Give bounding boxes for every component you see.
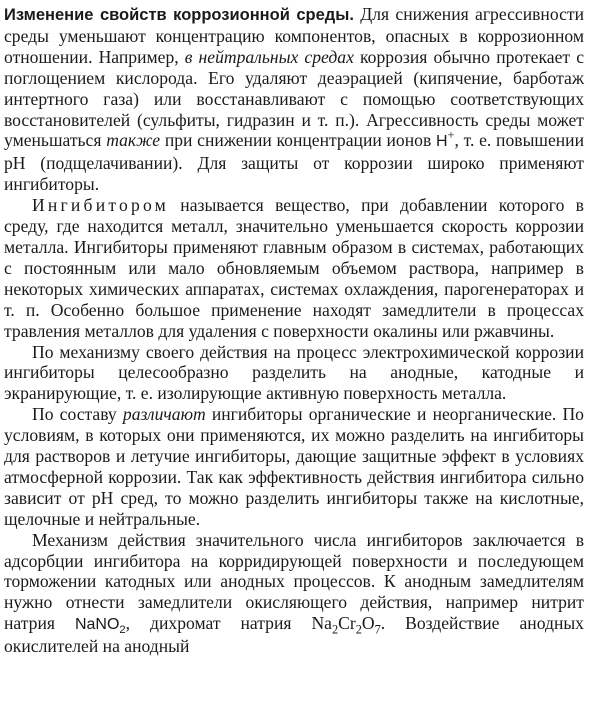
text-run: По механизму своего действия на процесс электрохимической коррозии ингибиторы целесообразно разделить на анодные, катодные и экранирующие, т. е. изолирующие активную поверхность металла. <box>4 341 584 404</box>
text-run: . Воздействие анодных окислителей на анодный <box>4 613 584 657</box>
formula-part: Cr <box>338 613 356 634</box>
formula-part: O <box>361 613 375 634</box>
text-run: Для снижения агрессивности среды уменьшают концентрацию компонентов, опасных в коррозионном отношении. Например, <box>4 4 584 67</box>
formula-part: NaNO <box>74 616 120 634</box>
formula-subscript: 7 <box>374 622 381 637</box>
ion-charge: + <box>447 128 455 143</box>
section-heading: Изменение свойств коррозионной среды. <box>4 6 354 24</box>
text-run: коррозия обычно протекает с поглощением кислорода. Его удаляют деаэрацией (кипячение, барботаж интертного газа) или восстанавливают с помощью соответствующих восстановителей (сульфиты, гидразин и т. п.). Агрессивность среды может уменьшаться <box>4 46 584 151</box>
text-run: называется вещество, при добавлении которого в среду, где находится металл, значительно уменьшается скорость коррозии металла. Ингибиторы применяют главным образом в системах, работающих с постоянным или мало обновляемым объемом раствора, например в некоторых химических аппаратах, системах охлаждения, парогенераторах и т. п. Особенно большое применение находят замедлители в процессах травления металлов для удаления с поверхности окалины или ржавчины. <box>4 195 584 341</box>
paragraph-corrosion-environment <box>4 4 584 195</box>
document-page <box>4 4 584 657</box>
text-run: По составу <box>32 404 123 425</box>
paragraph-adsorption <box>4 530 584 657</box>
text-run: ингибиторы органические и неорганические. По условиям, в которых они применяются, их можно разделить на ингибиторы для растворов и летучие ингибиторы, дающие защитные эффект в условиях атмосферной коррозии. Так как эффективность действия ингибитора сильно зависит от pH сред, то можно разделить ингибиторы также на кислотные, щелочные и нейтральные. <box>4 404 584 529</box>
italic-text: различают <box>122 404 206 425</box>
formula-part: Na <box>311 613 332 634</box>
text-run: Механизм действия значительного числа ингибиторов заключается в адсорбции ингибитора на корридирующей поверхности и последующем торможении катодных или анодных процессов. К анодным замедлителям нужно отнести замедлители окисляющего действия, например нитрит натрия <box>4 529 584 634</box>
formula-nano2 <box>74 616 126 637</box>
text-run: , т. е. повышении pH (подщелачивании). Для защиты от коррозии широко применяют ингибиторы. <box>4 130 584 195</box>
formula-na2cr2o7 <box>311 613 381 637</box>
formula-subscript: 2 <box>331 622 339 637</box>
formula-subscript: 2 <box>355 622 362 637</box>
paragraph-composition <box>4 404 584 529</box>
formula-subscript: 2 <box>119 624 126 637</box>
paragraph-inhibitor-definition <box>4 195 584 341</box>
italic-text: в нейтральных средах <box>184 46 354 67</box>
paragraph-mechanism <box>4 342 584 405</box>
text-run: при снижении концентрации ионов <box>160 130 436 151</box>
spaced-term: Ингибитором <box>32 195 169 216</box>
ion-symbol: H <box>435 133 448 151</box>
italic-text: также <box>106 130 161 151</box>
text-run: , дихромат натрия <box>125 613 312 634</box>
